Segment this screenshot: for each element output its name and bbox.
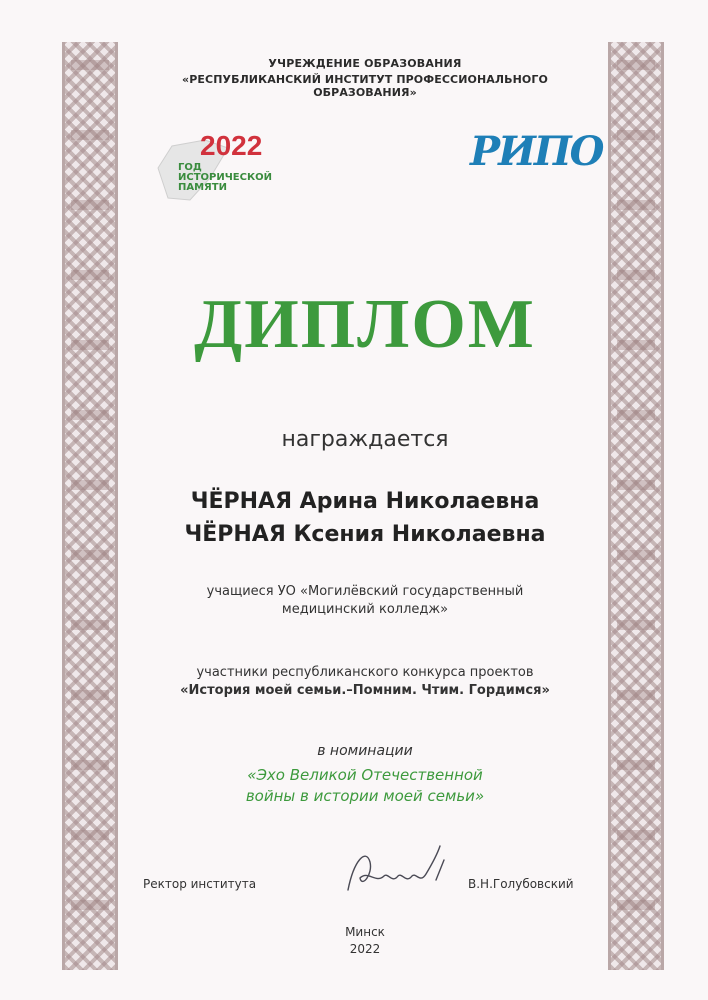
recipient-names [130,485,600,551]
signatory-name: В.Н.Голубовский [468,877,574,891]
year-logo-line-2: ИСТОРИЧЕСКОЙ [178,172,273,183]
nomination-label: в номинации [317,743,413,759]
contest-description [130,664,600,700]
ornament-border-right [608,42,664,970]
nomination-name [130,765,600,807]
contest-name: «История моей семьи.–Помним. Чтим. Гордимся» [180,683,550,698]
recipient-name: ЧЁРНАЯ Ксения Николаевна [184,522,546,547]
year-number: 2022 [200,130,263,161]
students-affiliation [130,583,600,619]
recipient-name: ЧЁРНАЯ Арина Николаевна [190,489,540,514]
year-logo-line-1: ГОД [178,162,202,173]
contest-line-1: участники республиканского конкурса проектов [196,665,534,680]
year-of-memory-logo [150,128,295,218]
ripo-logo: РИПО [470,128,603,175]
affiliation-line: медицинский колледж» [281,602,449,617]
ornament-border-left [62,42,118,970]
handwritten-signature-icon [340,840,450,900]
awarded-text: награждается [281,427,449,452]
issue-place-date [130,924,600,958]
year-logo-line-3: ПАМЯТИ [178,182,227,193]
nomination-line: войны в истории моей семьи» [245,787,485,805]
affiliation-line: учащиеся УО «Могилёвский государственный [206,584,524,599]
institution-line-1: УЧРЕЖДЕНИЕ ОБРАЗОВАНИЯ [268,57,462,70]
signatory-role: Ректор института [143,877,257,891]
nomination-line: «Эхо Великой Отечественной [247,766,483,784]
institution-line-2: «РЕСПУБЛИКАНСКИЙ ИНСТИТУТ ПРОФЕССИОНАЛЬНОГО ОБРАЗОВАНИЯ» [182,73,548,99]
diploma-title: ДИПЛОМ [194,286,536,363]
city: Минск [345,925,385,939]
issue-year: 2022 [349,942,381,956]
